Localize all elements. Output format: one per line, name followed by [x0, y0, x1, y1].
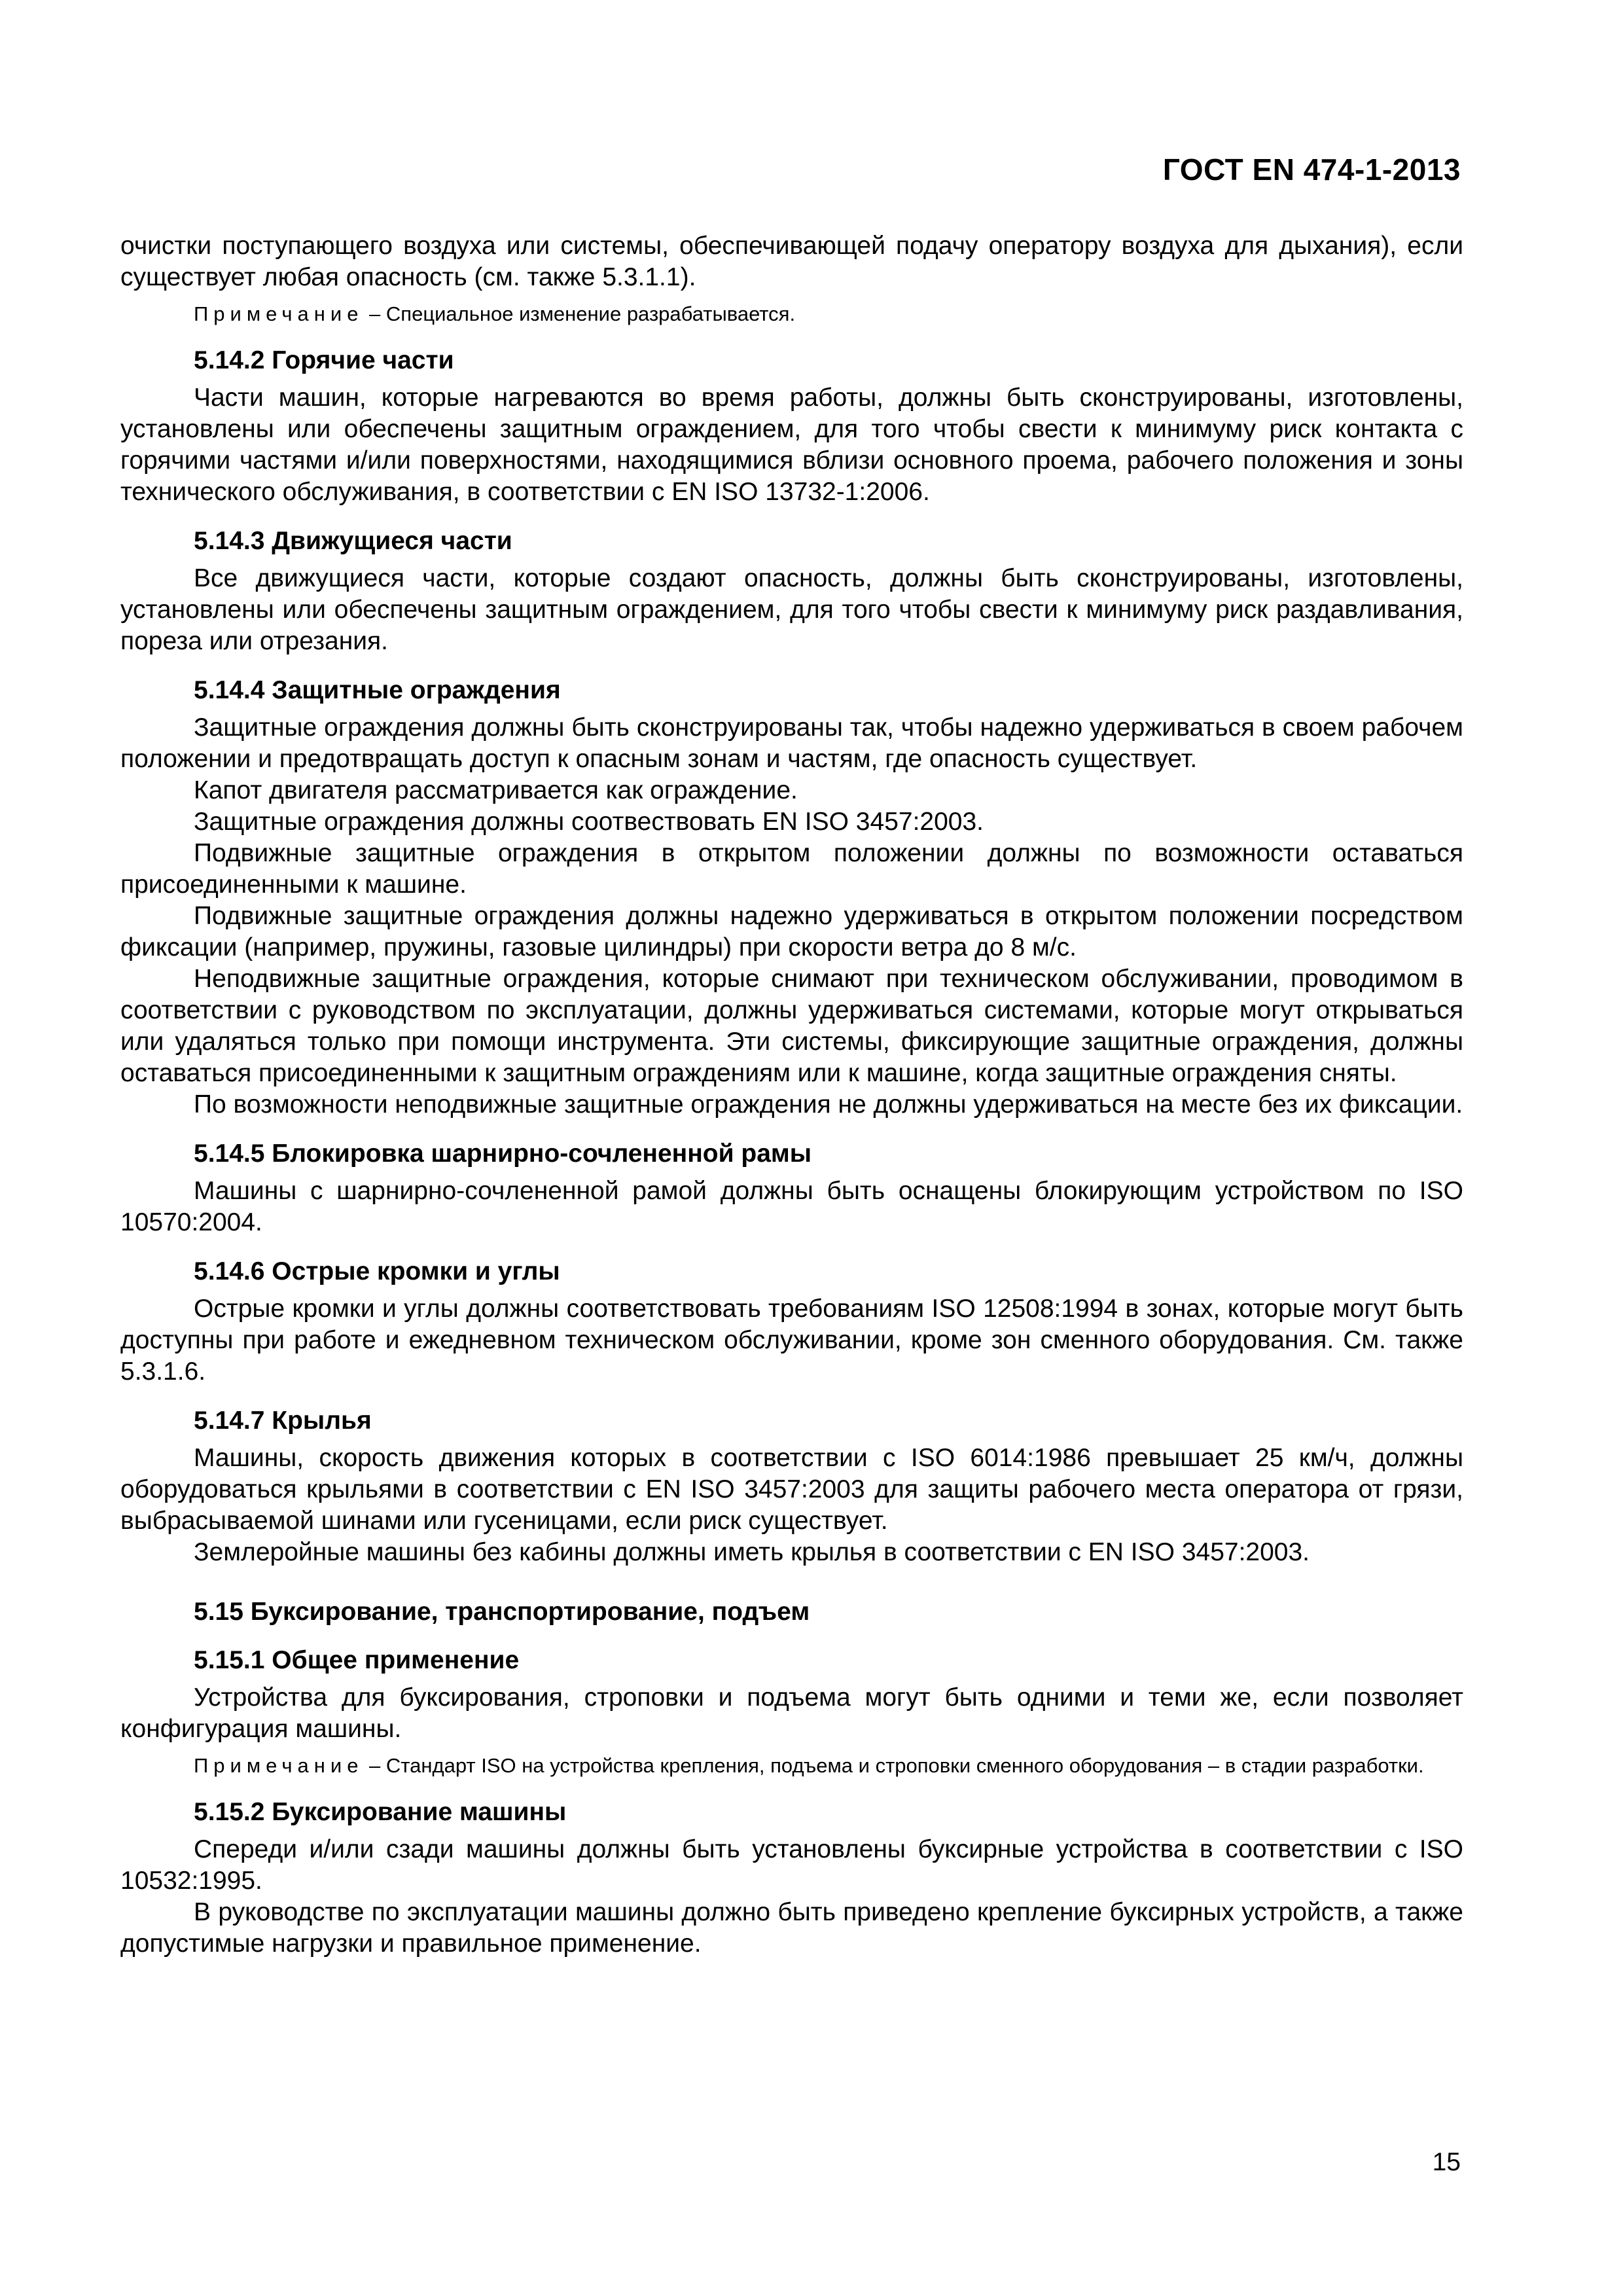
note-text: – Стандарт ISO на устройства крепления, подъема и строповки сменного оборудования – в стадии разработки.: [363, 1754, 1424, 1777]
paragraph: Подвижные защитные ограждения должны надежно удерживаться в открытом положении посредством фиксации (например, пружины, газовые цилиндры) при скорости ветра до 8 м/с.: [120, 902, 1463, 961]
paragraph: По возможности неподвижные защитные ограждения не должны удерживаться на месте без их фиксации.: [194, 1090, 1463, 1119]
paragraph: Спереди и/или сзади машины должны быть установлены буксирные устройства в соответствии с ISO 10532:1995.: [120, 1835, 1463, 1895]
note-label: Примечание: [194, 1754, 364, 1777]
page-number: 15: [1432, 2148, 1461, 2176]
heading-5-14-3: 5.14.3 Движущиеся части: [194, 527, 512, 555]
paragraph: Острые кромки и углы должны соответствовать требованиям ISO 12508:1994 в зонах, которые могут быть доступны при работе и ежедневном техническом обслуживании, кроме зон сменного оборудования. См. также 5.3.1.6.: [120, 1295, 1463, 1386]
heading-5-15-2: 5.15.2 Буксирование машины: [194, 1798, 567, 1826]
heading-5-14-7: 5.14.7 Крылья: [194, 1407, 372, 1435]
note-text: – Специальное изменение разрабатывается.: [363, 302, 796, 325]
note: [120, 1753, 1463, 1779]
paragraph: Устройства для буксирования, строповки и подъема могут быть одними и теми же, если позволяет конфигурация машины.: [120, 1683, 1463, 1743]
note: [120, 301, 1463, 327]
paragraph: Капот двигателя рассматривается как ограждение.: [194, 776, 798, 804]
paragraph: Подвижные защитные ограждения в открытом положении должны по возможности оставаться присоединенными к машине.: [120, 839, 1463, 899]
paragraph: Машины, скорость движения которых в соответствии с ISO 6014:1986 превышает 25 км/ч, должны оборудоваться крыльями в соответствии с EN ISO 3457:2003 для защиты рабочего места оператора от грязи, выбрасываемой шинами или гусеницами, если риск существует.: [120, 1444, 1463, 1535]
heading-5-14-6: 5.14.6 Острые кромки и углы: [194, 1257, 560, 1285]
paragraph: Защитные ограждения должны соотвествовать EN ISO 3457:2003.: [194, 808, 984, 836]
paragraph: Неподвижные защитные ограждения, которые снимают при техническом обслуживании, проводимом в соответствии с руководством по эксплуатации, должны удерживаться системами, которые могут открываться или удаляться только при помощи инструмента. Эти системы, фиксирующие защитные ограждения, должны оставаться присоединенными к защитным ограждениям или к машине, когда защитные ограждения сняты.: [120, 965, 1463, 1087]
paragraph: В руководстве по эксплуатации машины должно быть приведено крепление буксирных устройств, а также допустимые нагрузки и правильное применение.: [120, 1898, 1463, 1958]
page-body: [120, 230, 1463, 1960]
heading-5-15: 5.15 Буксирование, транспортирование, подъем: [194, 1598, 810, 1626]
paragraph: Машины с шарнирно-сочлененной рамой должны быть оснащены блокирующим устройством по ISO 10570:2004.: [120, 1177, 1463, 1236]
paragraph: Части машин, которые нагреваются во время работы, должны быть сконструированы, изготовлены, установлены или обеспечены защитным ограждением, для того чтобы свести к минимуму риск контакта с горячими частями и/или поверхностями, находящимися вблизи основного проема, рабочего положения и зоны технического обслуживания, в соответствии с EN ISO 13732-1:2006.: [120, 384, 1463, 506]
heading-5-14-2: 5.14.2 Горячие части: [194, 346, 454, 374]
heading-5-15-1: 5.15.1 Общее применение: [194, 1646, 520, 1674]
heading-5-14-4: 5.14.4 Защитные ограждения: [194, 676, 561, 704]
paragraph: Землеройные машины без кабины должны иметь крылья в соответствии с EN ISO 3457:2003.: [194, 1538, 1310, 1566]
intro-paragraph: очистки поступающего воздуха или системы, обеспечивающей подачу оператору воздуха для дыхания), если существует любая опасность (см. также 5.3.1.1).: [120, 232, 1463, 291]
document-code: ГОСТ EN 474-1-2013: [1162, 152, 1461, 187]
heading-5-14-5: 5.14.5 Блокировка шарнирно-сочлененной рамы: [194, 1139, 812, 1168]
paragraph: Защитные ограждения должны быть сконструированы так, чтобы надежно удерживаться в своем рабочем положении и предотвращать доступ к опасным зонам и частям, где опасность существует.: [120, 713, 1463, 773]
paragraph: Все движущиеся части, которые создают опасность, должны быть сконструированы, изготовлены, установлены или обеспечены защитным ограждением, для того чтобы свести к минимуму риск раздавливания, пореза или отрезания.: [120, 564, 1463, 655]
note-label: Примечание: [194, 302, 364, 325]
